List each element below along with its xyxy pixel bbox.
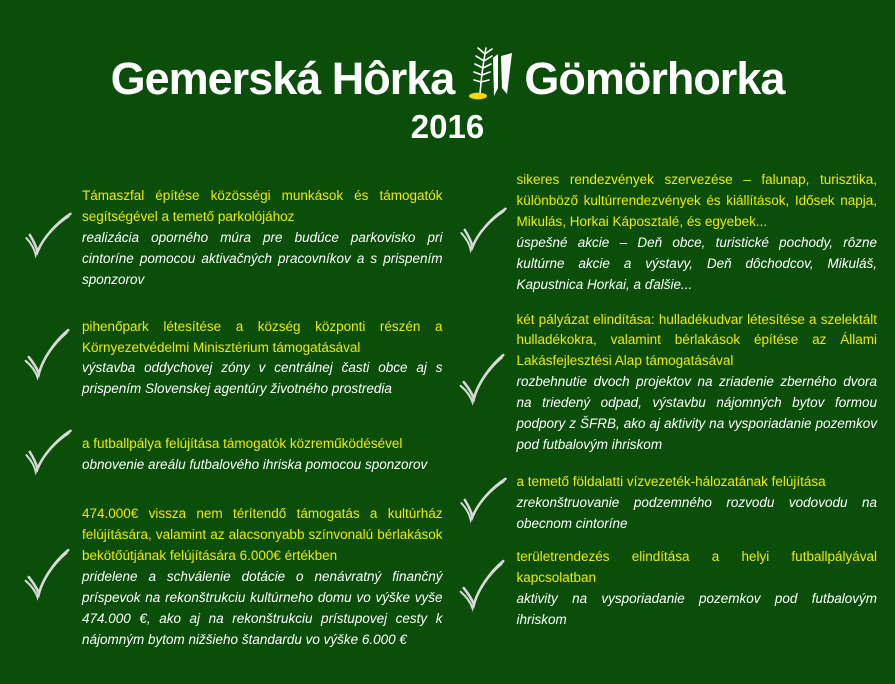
achievement-item (457, 472, 878, 535)
achievement-item (457, 310, 878, 456)
achievement-text-hu: Támaszfal építése közösségi munkások és támogatók segítségével a temető parkolójához (82, 188, 443, 224)
checkmark-icon (457, 473, 509, 534)
achievement-item (22, 317, 443, 401)
achievement-text-hu: a temető földalatti vízvezeték-hálozatának felújítása (516, 473, 826, 489)
achievement-text-sk: zrekonštruovanie podzemného rozvodu vodovodu na obecnom cintoríne (516, 494, 877, 531)
left-column (22, 170, 443, 671)
achievement-text-sk: obnovenie areálu futbalového ihriska pomocou sponzorov (82, 457, 428, 473)
slide-content (0, 170, 895, 671)
achievement-text-hu: két pályázat elindítása: hulladékudvar létesítése a szelektált hulladékokra, valamint bérlakások építése az Állami Lakásfejlesztési Alap támogatásával (516, 311, 877, 369)
achievement-text-sk: úspešné akcie – Deň obce, turistické pochody, rôzne kultúrne akcie a výstavy, Deň dôchodcov, Mikuláš, Kapustnica Horkai, a ďalšie... (516, 234, 877, 292)
achievement-text-sk: realizácia oporného múra pre budúce parkovisko pri cintoríne pomocou aktivačných pracovníkov a s prispením sponzorov (82, 229, 443, 287)
achievement-text-hu: pihenőpark létesítése a község központi részén a Környezetvédelmi Minisztérium támogatásával (82, 318, 443, 355)
page-title (0, 52, 895, 106)
achievement-text-hu: 474.000€ vissza nem térítendő támogatás a kultúrház felújítására, valamint az alacsonyabb színvonalú bérlakások bekötőútjának felújítására 6.000€ értékben (82, 506, 443, 564)
achievement-item (457, 547, 878, 631)
checkmark-icon (19, 544, 76, 610)
checkmark-icon (22, 425, 74, 486)
achievement-item (22, 504, 443, 650)
checkmark-icon (457, 202, 509, 263)
achievement-item (22, 424, 443, 486)
checkmark-icon (19, 325, 76, 391)
title-part2: Gömörhorka (524, 53, 785, 104)
achievement-text-sk: pridelene a schválenie dotácie o nenávratný finančný príspevok na rekonštrukciu kultúrneho domu vo výške vyše 474.000 €, ako aj na rekonštrukciu prístupovej cesty k nájomným bytom nižšieho štandardu vo výške 6.000 € (82, 569, 443, 647)
achievement-text-sk: výstavba oddychovej zóny v centrálnej časti obce aj s prispením Slovenskej agentúry životného prostredia (82, 360, 443, 397)
checkmark-icon (454, 350, 511, 416)
achievement-text-hu: területrendezés elindítása a helyi futballpályával kapcsolatban (516, 548, 877, 585)
right-column (457, 170, 878, 671)
achievement-text-hu: sikeres rendezvények szervezése – falunap, turisztika, különböző kultúrrendezvények és kiállítások, Idősek napja, Mikulás, Horkai Káposztalé, és egyebek... (516, 172, 877, 229)
village-crest-icon (466, 44, 512, 106)
achievement-text-sk: rozbehnutie dvoch projektov na zriadenie zberného dvora na triedený odpad, výstavbu nájomných bytov formou podpory z ŠFRB, ako aj aktivity na vysporiadanie pozemkov pod futbalovým ihriskom (516, 374, 877, 453)
checkmark-icon (454, 555, 511, 621)
title-year: 2016 (410, 108, 485, 145)
achievement-text-hu: a futballpálya felújítása támogatók közreműködésével (82, 436, 403, 452)
achievement-text-sk: aktivity na vysporiadanie pozemkov pod futbalovým ihriskom (516, 590, 877, 627)
achievement-item (22, 186, 443, 291)
achievement-item (457, 170, 878, 296)
presentation-slide (0, 52, 895, 684)
checkmark-icon (22, 208, 74, 269)
title-part1: Gemerská Hôrka (110, 53, 455, 104)
